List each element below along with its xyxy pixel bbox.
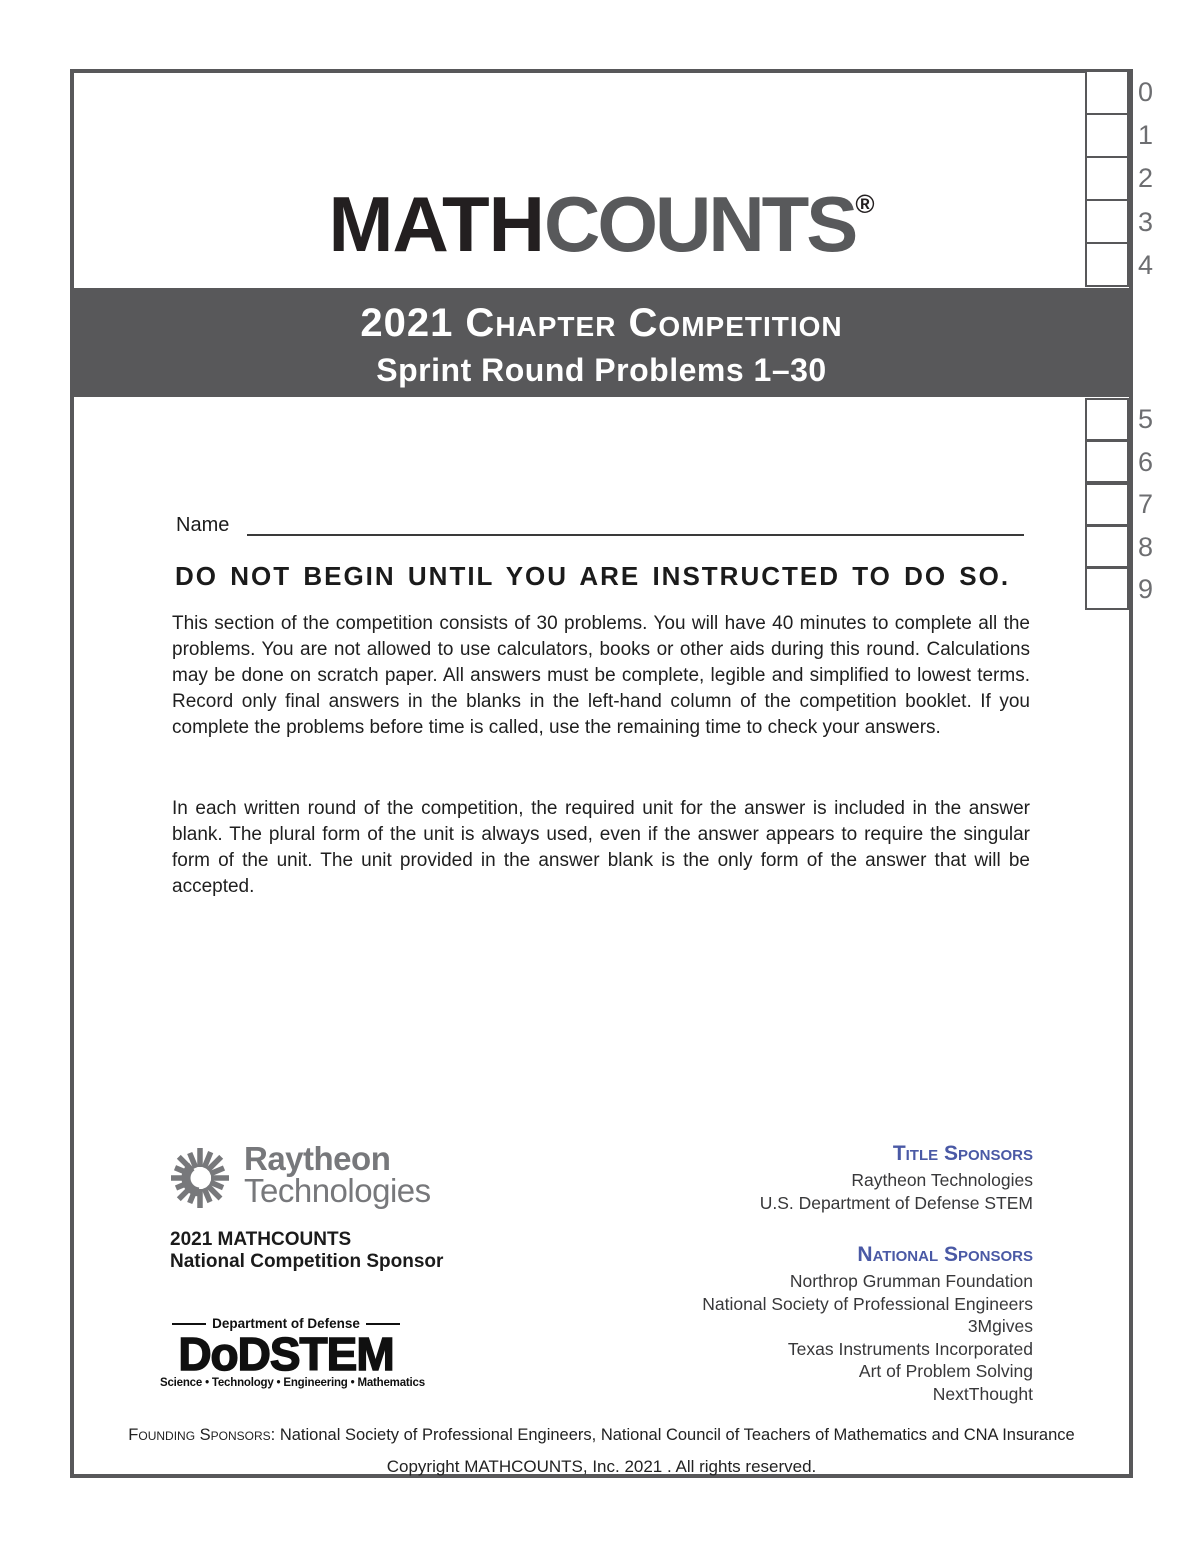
raytheon-name: Raytheon: [244, 1140, 391, 1177]
answer-tab-box-9: [1085, 567, 1129, 610]
mathcounts-logo: [74, 179, 1129, 270]
caption-line-1: 2021 MATHCOUNTS: [170, 1229, 352, 1250]
tab-number: 3: [1138, 207, 1154, 237]
founding-sponsors-line: [74, 1426, 1129, 1445]
tab-number: 2: [1138, 163, 1154, 193]
title-sponsor-item: Raytheon Technologies: [851, 1170, 1033, 1190]
competition-banner: [70, 288, 1133, 397]
founding-sponsors-label: Founding Sponsors:: [128, 1426, 276, 1444]
name-label: Name: [176, 514, 230, 536]
dodstem-wordmark: DoDSTEM: [178, 1328, 394, 1380]
answer-tab-box-0: [1085, 70, 1129, 115]
answer-tab-box-4: [1085, 242, 1129, 287]
answer-tab-box-8: [1085, 525, 1129, 568]
national-sponsor-item: National Society of Professional Engineers: [702, 1293, 1033, 1314]
title-sponsor-item: U.S. Department of Defense STEM: [759, 1192, 1033, 1213]
dodstem-tagline: Science • Technology • Engineering • Mathematics: [160, 1377, 425, 1389]
national-sponsors-heading: National Sponsors: [857, 1243, 1033, 1266]
banner-subtitle: Sprint Round Problems 1–30: [376, 352, 827, 388]
tab-number: 1: [1138, 120, 1154, 150]
copyright-line: Copyright MATHCOUNTS, Inc. 2021 . All rights reserved.: [386, 1457, 817, 1476]
instructions-paragraph-1: This section of the competition consists of 30 problems. You will have 40 minutes to complete all the problems. You are not allowed to use calculators, books or other aids during this round. Calculations may be done on scratch paper. All answers must be complete, legible and simplified to lowest terms. Record only final answers in the blanks in the left-hand column of the competition booklet. If you complete the problems before time is called, use the remaining time to check your answers.: [172, 613, 1030, 738]
title-sponsors-heading: Title Sponsors: [892, 1142, 1033, 1165]
raytheon-technologies: Technologies: [244, 1172, 431, 1209]
national-sponsor-item: NextThought: [932, 1383, 1033, 1404]
dodstem-logo: [160, 1316, 425, 1389]
national-sponsor-item: Northrop Grumman Foundation: [789, 1271, 1033, 1291]
raytheon-logo: [168, 1140, 431, 1210]
tab-number: 0: [1138, 77, 1154, 107]
instructions-paragraph-2: In each written round of the competition, the required unit for the answer is included in the answer blank. The plural form of the unit is always used, even if the answer appears to require the singular form of the unit. The unit provided in the answer blank is the only form of the answer that will be accepted.: [172, 798, 1030, 897]
caption-line-2: National Competition Sponsor: [170, 1251, 444, 1272]
do-not-begin-heading: DO NOT BEGIN UNTIL YOU ARE INSTRUCTED TO DO SO.: [175, 561, 1011, 591]
competition-cover-page: [70, 69, 1133, 1478]
answer-tab-box-6: [1085, 440, 1129, 483]
national-sponsor-item: Art of Problem Solving: [858, 1361, 1033, 1381]
raytheon-wordmark: [244, 1140, 431, 1209]
answer-tab-box-3: [1085, 199, 1129, 244]
registered-trademark-symbol: ®: [855, 189, 875, 219]
answer-tab-box-7: [1085, 483, 1129, 526]
answer-tab-box-2: [1085, 156, 1129, 201]
tab-number: 9: [1138, 574, 1154, 604]
logo-counts-text: COUNTS: [543, 180, 856, 268]
banner-title: 2021 Chapter Competition: [360, 301, 843, 345]
tab-number: 4: [1138, 250, 1154, 280]
national-sponsor-item: 3Mgives: [967, 1316, 1033, 1336]
answer-tab-box-1: [1085, 113, 1129, 158]
tab-number: 8: [1138, 532, 1154, 562]
raytheon-sunburst-icon: [168, 1146, 232, 1210]
national-sponsor-item: Texas Instruments Incorporated: [787, 1338, 1033, 1359]
name-row: [176, 514, 1024, 536]
rule-left: [172, 1323, 206, 1325]
tab-number: 5: [1138, 404, 1154, 434]
national-competition-sponsor-caption: [170, 1229, 443, 1273]
answer-tab-box-5: [1085, 398, 1129, 441]
rule-right: [366, 1323, 400, 1325]
tab-number: 6: [1138, 447, 1154, 477]
dodstem-header-text: Department of Defense: [212, 1316, 360, 1331]
tab-number: 7: [1138, 489, 1154, 519]
sponsor-column: [702, 1142, 1033, 1405]
name-blank-line: [247, 514, 1024, 536]
logo-math-text: MATH: [328, 180, 544, 268]
founding-sponsors-text: National Society of Professional Engineers, National Council of Teachers of Mathematics and CNA Insurance: [275, 1426, 1075, 1444]
